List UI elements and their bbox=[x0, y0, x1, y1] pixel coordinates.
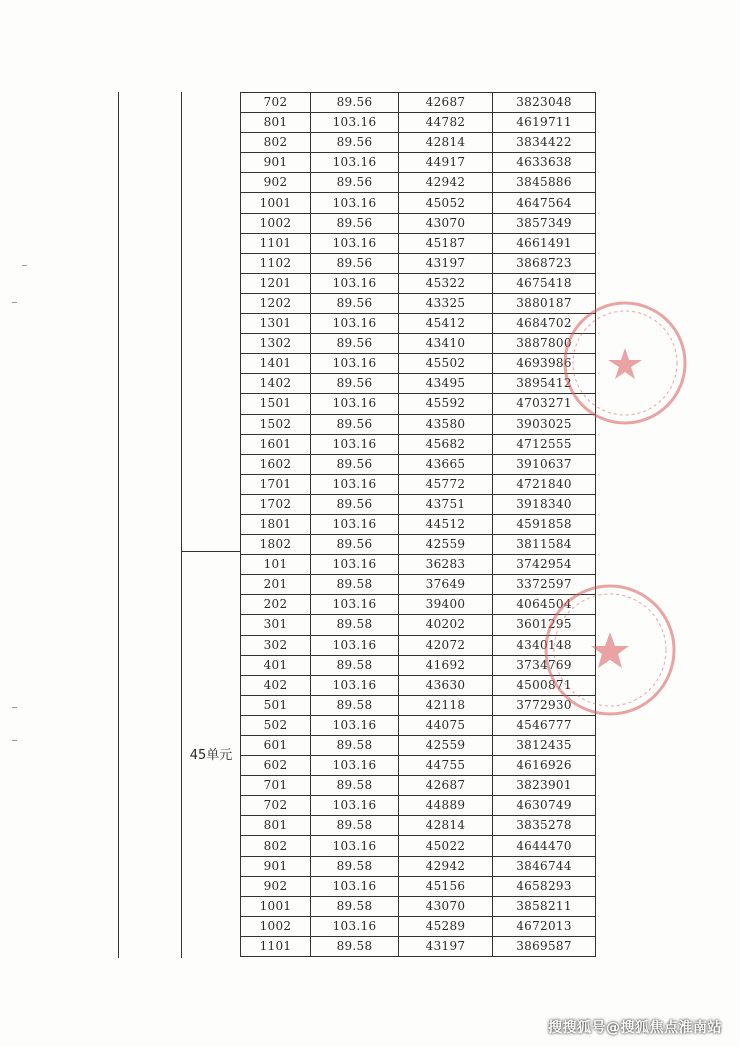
unit-price-cell: 45772 bbox=[399, 474, 493, 494]
total-price-cell: 3772930 bbox=[493, 695, 596, 715]
scan-speck bbox=[12, 740, 17, 741]
room-number-cell: 901 bbox=[241, 856, 311, 876]
area-cell: 89.56 bbox=[311, 454, 399, 474]
total-price-cell: 4672013 bbox=[493, 916, 596, 936]
area-cell: 89.56 bbox=[311, 93, 399, 113]
room-number-cell: 1802 bbox=[241, 535, 311, 555]
room-number-cell: 1401 bbox=[241, 354, 311, 374]
room-number-cell: 902 bbox=[241, 876, 311, 896]
table-row bbox=[241, 334, 596, 354]
table-row bbox=[241, 454, 596, 474]
unit-price-cell: 45052 bbox=[399, 193, 493, 213]
table-row bbox=[241, 193, 596, 213]
total-price-cell: 3742954 bbox=[493, 555, 596, 575]
total-price-cell: 4064504 bbox=[493, 595, 596, 615]
area-cell: 103.16 bbox=[311, 595, 399, 615]
total-price-cell: 4675418 bbox=[493, 273, 596, 293]
room-number-cell: 1001 bbox=[241, 193, 311, 213]
room-number-cell: 701 bbox=[241, 776, 311, 796]
total-price-cell: 3857349 bbox=[493, 213, 596, 233]
unit-price-cell: 45022 bbox=[399, 836, 493, 856]
area-cell: 89.58 bbox=[311, 856, 399, 876]
area-cell: 103.16 bbox=[311, 233, 399, 253]
room-number-cell: 1101 bbox=[241, 936, 311, 956]
unit-price-cell: 44755 bbox=[399, 756, 493, 776]
room-number-cell: 201 bbox=[241, 575, 311, 595]
room-number-cell: 1102 bbox=[241, 253, 311, 273]
unit-price-cell: 44782 bbox=[399, 113, 493, 133]
unit-price-cell: 43665 bbox=[399, 454, 493, 474]
room-number-cell: 801 bbox=[241, 113, 311, 133]
room-number-cell: 802 bbox=[241, 133, 311, 153]
table-row bbox=[241, 756, 596, 776]
unit-price-cell: 43751 bbox=[399, 494, 493, 514]
unit-price-cell: 45592 bbox=[399, 394, 493, 414]
area-cell: 103.16 bbox=[311, 555, 399, 575]
area-cell: 103.16 bbox=[311, 193, 399, 213]
table-row bbox=[241, 374, 596, 394]
room-number-cell: 1501 bbox=[241, 394, 311, 414]
table-row bbox=[241, 816, 596, 836]
table-border-left bbox=[118, 92, 119, 958]
total-price-cell: 4693986 bbox=[493, 354, 596, 374]
room-number-cell: 702 bbox=[241, 93, 311, 113]
table-row bbox=[241, 414, 596, 434]
area-cell: 103.16 bbox=[311, 675, 399, 695]
area-cell: 103.16 bbox=[311, 916, 399, 936]
unit-price-cell: 45322 bbox=[399, 273, 493, 293]
unit-price-cell: 42559 bbox=[399, 736, 493, 756]
area-cell: 103.16 bbox=[311, 354, 399, 374]
unit-price-cell: 45412 bbox=[399, 314, 493, 334]
room-number-cell: 1101 bbox=[241, 233, 311, 253]
unit-price-cell: 44512 bbox=[399, 514, 493, 534]
area-cell: 89.56 bbox=[311, 253, 399, 273]
room-number-cell: 1702 bbox=[241, 494, 311, 514]
area-cell: 89.58 bbox=[311, 816, 399, 836]
room-number-cell: 801 bbox=[241, 816, 311, 836]
unit-price-cell: 45187 bbox=[399, 233, 493, 253]
table-row bbox=[241, 796, 596, 816]
room-number-cell: 702 bbox=[241, 796, 311, 816]
total-price-cell: 4684702 bbox=[493, 314, 596, 334]
room-number-cell: 1301 bbox=[241, 314, 311, 334]
total-price-cell: 3823048 bbox=[493, 93, 596, 113]
unit-price-cell: 43197 bbox=[399, 253, 493, 273]
room-number-cell: 1602 bbox=[241, 454, 311, 474]
unit-price-cell: 43325 bbox=[399, 293, 493, 313]
area-cell: 89.58 bbox=[311, 936, 399, 956]
unit-price-cell: 40202 bbox=[399, 615, 493, 635]
table-row bbox=[241, 293, 596, 313]
area-cell: 89.58 bbox=[311, 615, 399, 635]
total-price-cell: 4591858 bbox=[493, 514, 596, 534]
room-number-cell: 401 bbox=[241, 655, 311, 675]
unit-price-cell: 36283 bbox=[399, 555, 493, 575]
total-price-cell: 4721840 bbox=[493, 474, 596, 494]
table-row bbox=[241, 936, 596, 956]
official-seal-upper bbox=[560, 298, 690, 428]
area-cell: 103.16 bbox=[311, 434, 399, 454]
area-cell: 89.58 bbox=[311, 736, 399, 756]
total-price-cell: 3845886 bbox=[493, 173, 596, 193]
total-price-cell: 3734769 bbox=[493, 655, 596, 675]
total-price-cell: 3868723 bbox=[493, 253, 596, 273]
unit-price-cell: 45682 bbox=[399, 434, 493, 454]
area-cell: 103.16 bbox=[311, 635, 399, 655]
total-price-cell: 4616926 bbox=[493, 756, 596, 776]
unit-price-cell: 44075 bbox=[399, 715, 493, 735]
unit-price-cell: 43410 bbox=[399, 334, 493, 354]
room-number-cell: 101 bbox=[241, 555, 311, 575]
total-price-cell: 3869587 bbox=[493, 936, 596, 956]
total-price-cell: 4644470 bbox=[493, 836, 596, 856]
total-price-cell: 4703271 bbox=[493, 394, 596, 414]
total-price-cell: 3858211 bbox=[493, 896, 596, 916]
total-price-cell: 4546777 bbox=[493, 715, 596, 735]
area-cell: 89.56 bbox=[311, 133, 399, 153]
unit-price-cell: 42072 bbox=[399, 635, 493, 655]
table-row bbox=[241, 916, 596, 936]
total-price-cell: 3834422 bbox=[493, 133, 596, 153]
room-number-cell: 1801 bbox=[241, 514, 311, 534]
table-row bbox=[241, 514, 596, 534]
total-price-cell: 4712555 bbox=[493, 434, 596, 454]
table-row bbox=[241, 736, 596, 756]
total-price-cell: 3918340 bbox=[493, 494, 596, 514]
unit-price-cell: 44917 bbox=[399, 153, 493, 173]
table-row bbox=[241, 494, 596, 514]
area-cell: 103.16 bbox=[311, 153, 399, 173]
unit-price-cell: 43070 bbox=[399, 213, 493, 233]
unit-price-cell: 45156 bbox=[399, 876, 493, 896]
room-number-cell: 202 bbox=[241, 595, 311, 615]
table-row bbox=[241, 173, 596, 193]
total-price-cell: 3895412 bbox=[493, 374, 596, 394]
area-cell: 103.16 bbox=[311, 715, 399, 735]
total-price-cell: 3372597 bbox=[493, 575, 596, 595]
room-number-cell: 301 bbox=[241, 615, 311, 635]
room-number-cell: 402 bbox=[241, 675, 311, 695]
area-cell: 89.58 bbox=[311, 695, 399, 715]
table-row bbox=[241, 233, 596, 253]
room-number-cell: 1202 bbox=[241, 293, 311, 313]
table-row bbox=[241, 856, 596, 876]
table-border-building bbox=[181, 92, 182, 958]
table-row bbox=[241, 474, 596, 494]
area-cell: 89.56 bbox=[311, 414, 399, 434]
total-price-cell: 4619711 bbox=[493, 113, 596, 133]
unit-price-cell: 43070 bbox=[399, 896, 493, 916]
price-table-body bbox=[241, 93, 596, 957]
area-cell: 103.16 bbox=[311, 394, 399, 414]
table-row bbox=[241, 776, 596, 796]
unit-price-cell: 42687 bbox=[399, 776, 493, 796]
table-row bbox=[241, 896, 596, 916]
table-row bbox=[241, 253, 596, 273]
area-cell: 89.58 bbox=[311, 896, 399, 916]
area-cell: 89.56 bbox=[311, 213, 399, 233]
scan-speck bbox=[12, 707, 17, 708]
total-price-cell: 4630749 bbox=[493, 796, 596, 816]
room-number-cell: 1001 bbox=[241, 896, 311, 916]
area-cell: 89.56 bbox=[311, 494, 399, 514]
room-number-cell: 901 bbox=[241, 153, 311, 173]
unit-price-cell: 45289 bbox=[399, 916, 493, 936]
table-row bbox=[241, 555, 596, 575]
unit-label: 45单元 bbox=[189, 748, 233, 763]
area-cell: 103.16 bbox=[311, 314, 399, 334]
room-number-cell: 1402 bbox=[241, 374, 311, 394]
area-cell: 103.16 bbox=[311, 756, 399, 776]
watermark-text: 搜搜狐号@搜狐焦点淮南站 bbox=[548, 1020, 722, 1036]
total-price-cell: 4658293 bbox=[493, 876, 596, 896]
unit-price-cell: 45502 bbox=[399, 354, 493, 374]
table-row bbox=[241, 153, 596, 173]
area-cell: 89.56 bbox=[311, 173, 399, 193]
price-table bbox=[240, 92, 596, 957]
area-cell: 103.16 bbox=[311, 113, 399, 133]
total-price-cell: 3903025 bbox=[493, 414, 596, 434]
area-cell: 89.58 bbox=[311, 575, 399, 595]
unit-price-cell: 43495 bbox=[399, 374, 493, 394]
total-price-cell: 4340148 bbox=[493, 635, 596, 655]
area-cell: 103.16 bbox=[311, 796, 399, 816]
table-row bbox=[241, 273, 596, 293]
unit-price-cell: 42942 bbox=[399, 173, 493, 193]
unit-price-cell: 43630 bbox=[399, 675, 493, 695]
scan-speck bbox=[22, 265, 27, 266]
unit-price-cell: 42559 bbox=[399, 535, 493, 555]
area-cell: 89.56 bbox=[311, 293, 399, 313]
area-cell: 103.16 bbox=[311, 836, 399, 856]
area-cell: 89.58 bbox=[311, 776, 399, 796]
table-row bbox=[241, 113, 596, 133]
total-price-cell: 3601295 bbox=[493, 615, 596, 635]
table-row bbox=[241, 133, 596, 153]
room-number-cell: 1201 bbox=[241, 273, 311, 293]
total-price-cell: 3880187 bbox=[493, 293, 596, 313]
table-row bbox=[241, 394, 596, 414]
unit-price-cell: 42118 bbox=[399, 695, 493, 715]
total-price-cell: 3835278 bbox=[493, 816, 596, 836]
room-number-cell: 802 bbox=[241, 836, 311, 856]
total-price-cell: 4661491 bbox=[493, 233, 596, 253]
area-cell: 89.56 bbox=[311, 334, 399, 354]
room-number-cell: 1302 bbox=[241, 334, 311, 354]
unit-price-cell: 44889 bbox=[399, 796, 493, 816]
unit-price-cell: 43197 bbox=[399, 936, 493, 956]
room-number-cell: 1002 bbox=[241, 213, 311, 233]
room-number-cell: 1701 bbox=[241, 474, 311, 494]
room-number-cell: 502 bbox=[241, 715, 311, 735]
unit-price-cell: 37649 bbox=[399, 575, 493, 595]
official-seal-lower bbox=[540, 580, 680, 720]
scan-speck bbox=[12, 302, 17, 303]
room-number-cell: 1601 bbox=[241, 434, 311, 454]
room-number-cell: 1002 bbox=[241, 916, 311, 936]
total-price-cell: 4633638 bbox=[493, 153, 596, 173]
area-cell: 89.58 bbox=[311, 655, 399, 675]
unit-price-cell: 41692 bbox=[399, 655, 493, 675]
total-price-cell: 3910637 bbox=[493, 454, 596, 474]
room-number-cell: 1502 bbox=[241, 414, 311, 434]
unit-price-cell: 39400 bbox=[399, 595, 493, 615]
total-price-cell: 4647564 bbox=[493, 193, 596, 213]
total-price-cell: 3823901 bbox=[493, 776, 596, 796]
unit-divider bbox=[181, 551, 241, 552]
total-price-cell: 4500871 bbox=[493, 675, 596, 695]
room-number-cell: 501 bbox=[241, 695, 311, 715]
area-cell: 103.16 bbox=[311, 273, 399, 293]
table-row bbox=[241, 434, 596, 454]
table-row bbox=[241, 93, 596, 113]
area-cell: 89.56 bbox=[311, 374, 399, 394]
table-row bbox=[241, 836, 596, 856]
total-price-cell: 3811584 bbox=[493, 535, 596, 555]
area-cell: 103.16 bbox=[311, 514, 399, 534]
room-number-cell: 302 bbox=[241, 635, 311, 655]
total-price-cell: 3812435 bbox=[493, 736, 596, 756]
room-number-cell: 601 bbox=[241, 736, 311, 756]
room-number-cell: 902 bbox=[241, 173, 311, 193]
total-price-cell: 3887800 bbox=[493, 334, 596, 354]
room-number-cell: 602 bbox=[241, 756, 311, 776]
total-price-cell: 3846744 bbox=[493, 856, 596, 876]
table-row bbox=[241, 354, 596, 374]
table-row bbox=[241, 876, 596, 896]
table-row bbox=[241, 535, 596, 555]
area-cell: 103.16 bbox=[311, 876, 399, 896]
unit-price-cell: 43580 bbox=[399, 414, 493, 434]
unit-price-cell: 42687 bbox=[399, 93, 493, 113]
area-cell: 89.56 bbox=[311, 535, 399, 555]
area-cell: 103.16 bbox=[311, 474, 399, 494]
unit-price-cell: 42814 bbox=[399, 816, 493, 836]
table-row bbox=[241, 213, 596, 233]
unit-price-cell: 42942 bbox=[399, 856, 493, 876]
table-row bbox=[241, 314, 596, 334]
unit-price-cell: 42814 bbox=[399, 133, 493, 153]
